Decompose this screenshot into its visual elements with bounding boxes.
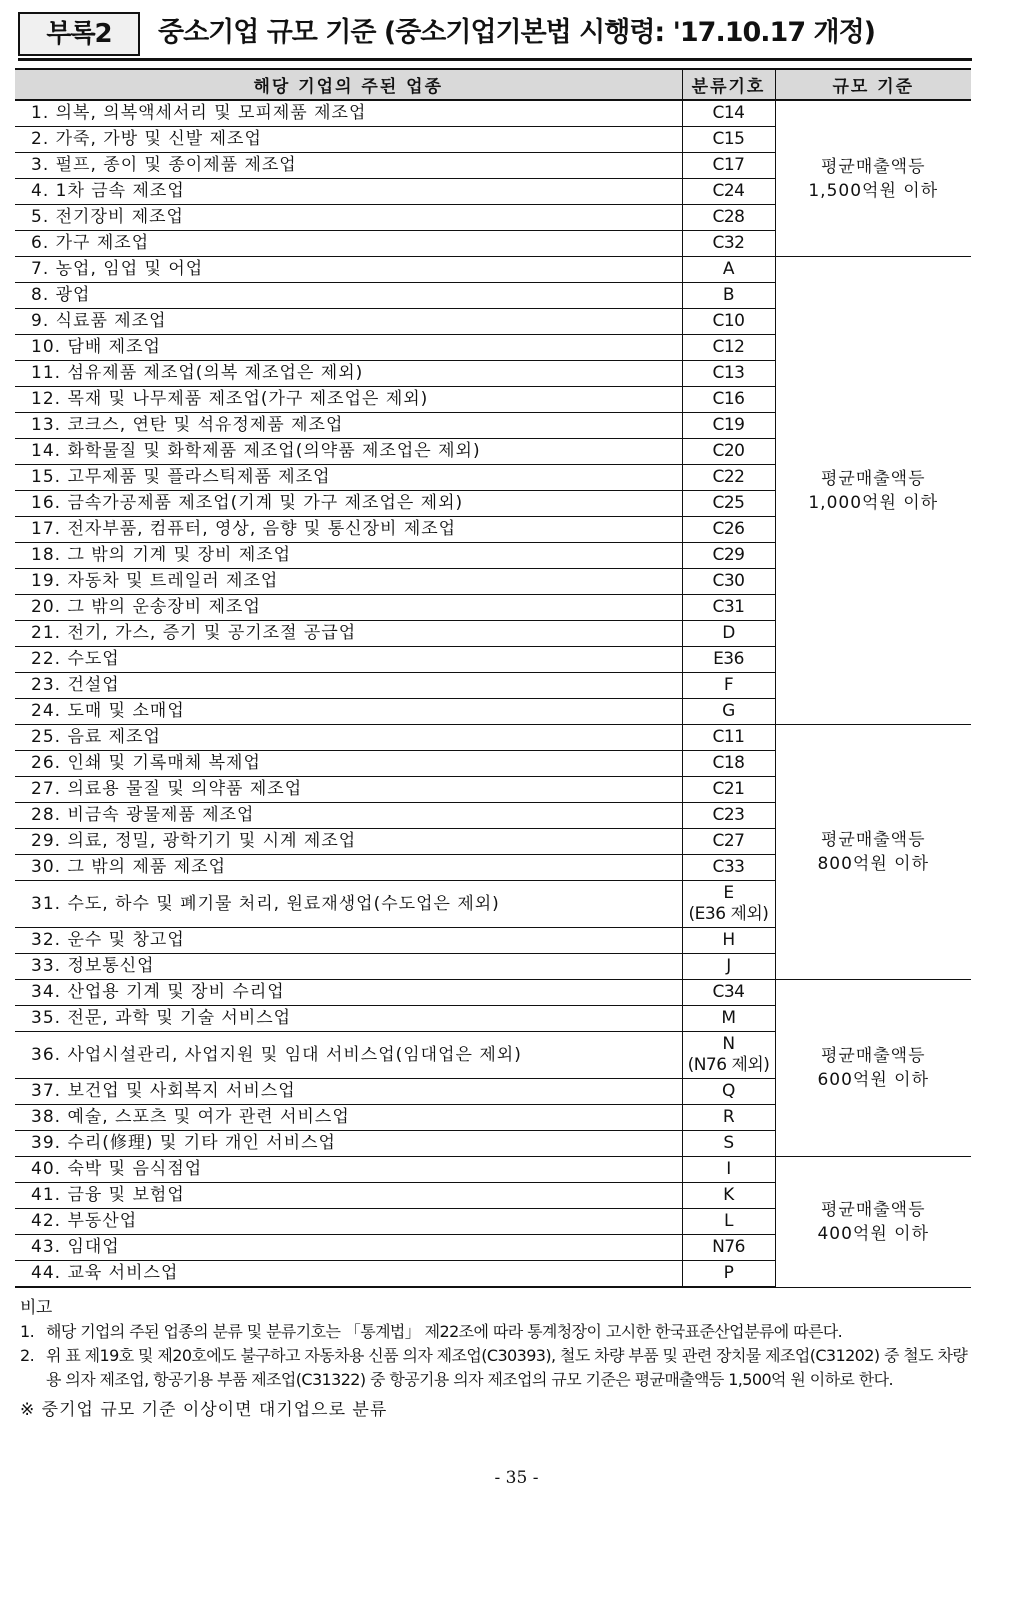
size-criteria-cell: [775, 725, 971, 980]
industry-cell: 28. 비금속 광물제품 제조업: [15, 803, 682, 829]
code-cell: B: [682, 283, 775, 309]
size-criteria-cell: [775, 980, 971, 1157]
industry-cell: 3. 펄프, 종이 및 종이제품 제조업: [15, 153, 682, 179]
criteria-threshold: 800억원 이하: [817, 854, 930, 874]
code-cell: N76: [682, 1235, 775, 1261]
criteria-label: 평균매출액등: [820, 468, 926, 489]
code-cell: H: [682, 928, 775, 954]
code-cell: C21: [682, 777, 775, 803]
criteria-threshold: 600억원 이하: [817, 1070, 930, 1090]
industry-cell: 34. 산업용 기계 및 장비 수리업: [15, 980, 682, 1006]
industry-cell: 10. 담배 제조업: [15, 335, 682, 361]
criteria-label: 평균매출액등: [820, 830, 926, 850]
industry-cell: 36. 사업시설관리, 사업지원 및 임대 서비스업(임대업은 제외): [15, 1032, 682, 1079]
column-header-criteria: 규모 기준: [775, 69, 971, 100]
industry-cell: 35. 전문, 과학 및 기술 서비스업: [15, 1006, 682, 1032]
size-criteria-cell: [775, 1157, 971, 1288]
industry-cell: 20. 그 밖의 운송장비 제조업: [15, 595, 682, 621]
code-cell: [682, 1032, 775, 1079]
industry-cell: 4. 1차 금속 제조업: [15, 179, 682, 205]
industry-cell: 9. 식료품 제조업: [15, 309, 682, 335]
code-cell: C19: [682, 413, 775, 439]
code-cell: C11: [682, 725, 775, 751]
table-header-row: [15, 69, 971, 100]
industry-cell: 21. 전기, 가스, 증기 및 공기조절 공급업: [15, 621, 682, 647]
industry-cell: 33. 정보통신업: [15, 954, 682, 980]
industry-cell: 44. 교육 서비스업: [15, 1261, 682, 1288]
industry-cell: 14. 화학물질 및 화학제품 제조업(의약품 제조업은 제외): [15, 439, 682, 465]
criteria-label: 평균매출액등: [820, 1046, 926, 1066]
industry-cell: 29. 의료, 정밀, 광학기기 및 시계 제조업: [15, 829, 682, 855]
notes-title: 비고: [20, 1298, 52, 1318]
code-cell: C10: [682, 309, 775, 335]
code-cell: C13: [682, 361, 775, 387]
industry-cell: 30. 그 밖의 제품 제조업: [15, 855, 682, 881]
size-criteria-cell: [775, 100, 971, 257]
code-cell: C33: [682, 855, 775, 881]
code-cell: C29: [682, 543, 775, 569]
industry-cell: 17. 전자부품, 컴퓨터, 영상, 음향 및 통신장비 제조업: [15, 517, 682, 543]
code-cell: C27: [682, 829, 775, 855]
notes-section: [20, 1296, 970, 1422]
code-cell: F: [682, 673, 775, 699]
criteria-threshold: 400억원 이하: [817, 1223, 930, 1244]
column-header-code: 분류기호: [682, 69, 775, 100]
table-body: [15, 100, 971, 1287]
code-cell: C31: [682, 595, 775, 621]
code-cell: C28: [682, 205, 775, 231]
industry-cell: 42. 부동산업: [15, 1209, 682, 1235]
code-cell: C34: [682, 980, 775, 1006]
code-cell: D: [682, 621, 775, 647]
code-cell: C30: [682, 569, 775, 595]
industry-cell: 39. 수리(修理) 및 기타 개인 서비스업: [15, 1131, 682, 1157]
industry-cell: 2. 가죽, 가방 및 신발 제조업: [15, 127, 682, 153]
code-cell: M: [682, 1006, 775, 1032]
industry-cell: 8. 광업: [15, 283, 682, 309]
code-cell: C25: [682, 491, 775, 517]
code-cell: J: [682, 954, 775, 980]
footnote: ※ 중기업 규모 기준 이상이면 대기업으로 분류: [20, 1400, 388, 1420]
note-number: 2.: [20, 1346, 35, 1365]
code-cell: C17: [682, 153, 775, 179]
code-cell: L: [682, 1209, 775, 1235]
code-cell: Q: [682, 1079, 775, 1105]
industry-cell: 7. 농업, 임업 및 어업: [15, 257, 682, 283]
code-cell: C18: [682, 751, 775, 777]
code-cell: C15: [682, 127, 775, 153]
code-cell: C16: [682, 387, 775, 413]
code-cell: C26: [682, 517, 775, 543]
industry-cell: 5. 전기장비 제조업: [15, 205, 682, 231]
code-cell: S: [682, 1131, 775, 1157]
industry-cell: 13. 코크스, 연탄 및 석유정제품 제조업: [15, 413, 682, 439]
criteria-threshold: 1,000억원 이하: [808, 492, 939, 513]
industry-cell: 16. 금속가공제품 제조업(기계 및 가구 제조업은 제외): [15, 491, 682, 517]
criteria-label: 평균매출액등: [820, 156, 926, 177]
industry-cell: 32. 운수 및 창고업: [15, 928, 682, 954]
column-header-industry: 해당 기업의 주된 업종: [15, 69, 682, 100]
code-cell: C22: [682, 465, 775, 491]
code-cell: C24: [682, 179, 775, 205]
code-exclusion: (E36 제외): [688, 904, 769, 924]
industry-cell: 26. 인쇄 및 기록매체 복제업: [15, 751, 682, 777]
page-header: [18, 12, 972, 61]
industry-cell: 6. 가구 제조업: [15, 231, 682, 257]
code-cell: A: [682, 257, 775, 283]
industry-cell: 38. 예술, 스포츠 및 여가 관련 서비스업: [15, 1105, 682, 1131]
code-cell: C20: [682, 439, 775, 465]
code-cell: I: [682, 1157, 775, 1183]
page-number: - 35 -: [494, 1468, 539, 1488]
industry-cell: 27. 의료용 물질 및 의약품 제조업: [15, 777, 682, 803]
note-number: 1.: [20, 1322, 35, 1341]
industry-cell: 15. 고무제품 및 플라스틱제품 제조업: [15, 465, 682, 491]
industry-cell: 19. 자동차 및 트레일러 제조업: [15, 569, 682, 595]
industry-cell: 37. 보건업 및 사회복지 서비스업: [15, 1079, 682, 1105]
industry-cell: 43. 임대업: [15, 1235, 682, 1261]
industry-cell: 24. 도매 및 소매업: [15, 699, 682, 725]
table-row: [15, 980, 971, 1006]
code-cell: C32: [682, 231, 775, 257]
industry-cell: 22. 수도업: [15, 647, 682, 673]
code-cell: E36: [682, 647, 775, 673]
industry-cell: 31. 수도, 하수 및 폐기물 처리, 원료재생업(수도업은 제외): [15, 881, 682, 928]
note-text: 위 표 제19호 및 제20호에도 불구하고 자동차용 신품 의자 제조업(C30393), 철도 차량 부품 및 관련 장치물 제조업(C31202) 중 철도 차량용 의자 제조업, 항공기용 부품 제조업(C31322) 중 항공기용 의자 제조업의 규모 기준은 평균매출액등 1,500억 원 이하로 한다.: [46, 1346, 968, 1389]
note-item: [20, 1344, 970, 1392]
code-cell: P: [682, 1261, 775, 1288]
industry-cell: 41. 금융 및 보험업: [15, 1183, 682, 1209]
code-cell: [682, 881, 775, 928]
code-cell: C12: [682, 335, 775, 361]
industry-cell: 1. 의복, 의복액세서리 및 모피제품 제조업: [15, 100, 682, 127]
industry-cell: 23. 건설업: [15, 673, 682, 699]
industry-cell: 11. 섬유제품 제조업(의복 제조업은 제외): [15, 361, 682, 387]
appendix-tag: 부록2: [18, 12, 140, 56]
table-row: [15, 100, 971, 127]
note-item: [20, 1320, 970, 1344]
size-criteria-table: [15, 68, 971, 1288]
code-exclusion: (N76 제외): [687, 1055, 770, 1075]
code-cell: G: [682, 699, 775, 725]
code-main: N: [722, 1034, 735, 1054]
industry-cell: 12. 목재 및 나무제품 제조업(가구 제조업은 제외): [15, 387, 682, 413]
industry-cell: 40. 숙박 및 음식점업: [15, 1157, 682, 1183]
size-criteria-cell: [775, 257, 971, 725]
table-row: [15, 257, 971, 283]
criteria-label: 평균매출액등: [820, 1199, 926, 1220]
table-row: [15, 725, 971, 751]
page-title: 중소기업 규모 기준 (중소기업기본법 시행령: '17.10.17 개정): [158, 17, 876, 48]
table-row: [15, 1157, 971, 1183]
code-main: E: [723, 883, 734, 903]
code-cell: R: [682, 1105, 775, 1131]
industry-cell: 25. 음료 제조업: [15, 725, 682, 751]
code-cell: C14: [682, 100, 775, 127]
code-cell: K: [682, 1183, 775, 1209]
criteria-threshold: 1,500억원 이하: [808, 180, 939, 201]
industry-cell: 18. 그 밖의 기계 및 장비 제조업: [15, 543, 682, 569]
note-text: 해당 기업의 주된 업종의 분류 및 분류기호는 「통계법」 제22조에 따라 통계청장이 고시한 한국표준산업분류에 따른다.: [46, 1322, 843, 1341]
code-cell: C23: [682, 803, 775, 829]
